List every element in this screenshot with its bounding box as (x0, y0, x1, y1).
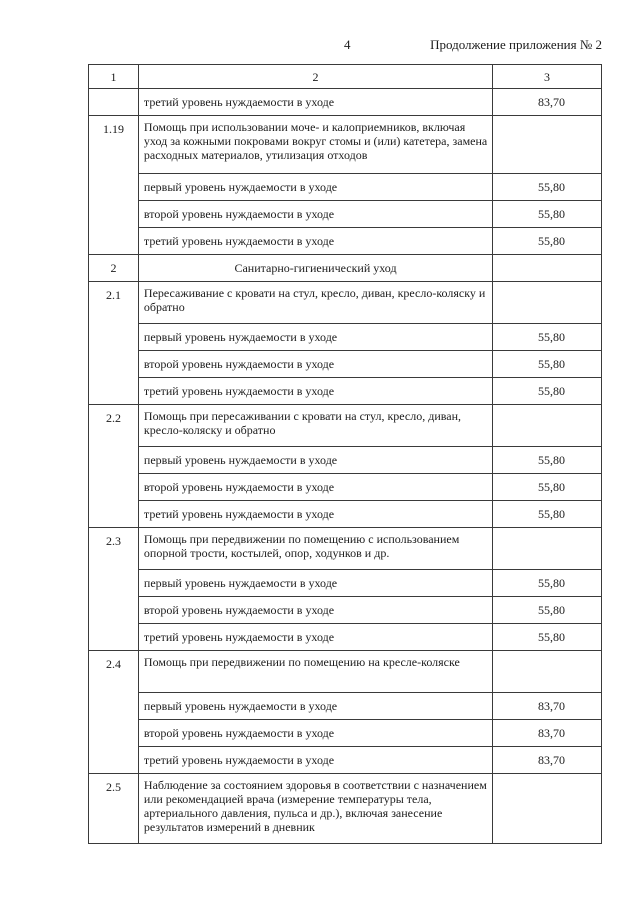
table-row (89, 501, 602, 528)
table-row (89, 528, 602, 570)
table-row (89, 89, 602, 116)
level-cell: третий уровень нуждаемости в уходе (138, 89, 492, 116)
column-number: 1 (89, 65, 139, 89)
price-cell: 55,80 (493, 624, 602, 651)
item-number: 2.4 (89, 651, 139, 774)
price-cell: 55,80 (493, 501, 602, 528)
column-number: 3 (493, 65, 602, 89)
level-cell: первый уровень нуждаемости в уходе (138, 570, 492, 597)
number-cell (89, 89, 139, 116)
item-description: Помощь при передвижении по помещению с использованием опорной трости, костылей, опор, ходунков и др. (138, 528, 492, 570)
level-cell: третий уровень нуждаемости в уходе (138, 747, 492, 774)
table-row (89, 324, 602, 351)
item-number: 2.3 (89, 528, 139, 651)
price-cell (493, 116, 602, 174)
level-cell: третий уровень нуждаемости в уходе (138, 501, 492, 528)
price-cell (493, 405, 602, 447)
level-cell: второй уровень нуждаемости в уходе (138, 597, 492, 624)
table-row (89, 720, 602, 747)
table-row (89, 774, 602, 844)
table-row (89, 597, 602, 624)
price-cell (493, 774, 602, 844)
section-number: 2 (89, 255, 139, 282)
price-cell: 55,80 (493, 378, 602, 405)
item-number: 2.5 (89, 774, 139, 844)
item-description: Помощь при пересаживании с кровати на стул, кресло, диван, кресло-коляску и обратно (138, 405, 492, 447)
price-cell (493, 651, 602, 693)
table-row (89, 651, 602, 693)
item-description: Помощь при передвижении по помещению на кресле-коляске (138, 651, 492, 693)
price-cell: 55,80 (493, 201, 602, 228)
level-cell: второй уровень нуждаемости в уходе (138, 351, 492, 378)
item-number: 2.1 (89, 282, 139, 405)
price-cell: 55,80 (493, 447, 602, 474)
price-cell: 55,80 (493, 597, 602, 624)
level-cell: третий уровень нуждаемости в уходе (138, 378, 492, 405)
table-row (89, 474, 602, 501)
section-row (89, 255, 602, 282)
item-description: Наблюдение за состоянием здоровья в соответствии с назначением или рекомендацией врача (измерение температуры тела, артериального давления, пульса и др.), включая занесение результатов измерений в дневник (138, 774, 492, 844)
table-row (89, 570, 602, 597)
page-number: 4 (344, 37, 351, 52)
price-cell: 83,70 (493, 720, 602, 747)
tariff-table (88, 64, 602, 844)
level-cell: второй уровень нуждаемости в уходе (138, 201, 492, 228)
table-row (89, 201, 602, 228)
price-cell: 83,70 (493, 693, 602, 720)
price-cell: 55,80 (493, 228, 602, 255)
price-cell (493, 255, 602, 282)
level-cell: первый уровень нуждаемости в уходе (138, 693, 492, 720)
level-cell: второй уровень нуждаемости в уходе (138, 474, 492, 501)
column-numbers-row (89, 65, 602, 89)
item-description: Помощь при использовании моче- и калоприемников, включая уход за кожными покровами вокруг стомы и (или) катетера, замена расходных материалов, утилизация отходов (138, 116, 492, 174)
item-number: 1.19 (89, 116, 139, 255)
table-row (89, 378, 602, 405)
table-row (89, 624, 602, 651)
continuation-heading: Продолжение приложения № 2 (430, 37, 602, 52)
table-row (89, 228, 602, 255)
table-row (89, 405, 602, 447)
table-row (89, 693, 602, 720)
table-row (89, 351, 602, 378)
level-cell: третий уровень нуждаемости в уходе (138, 228, 492, 255)
item-description: Пересаживание с кровати на стул, кресло, диван, кресло-коляску и обратно (138, 282, 492, 324)
level-cell: третий уровень нуждаемости в уходе (138, 624, 492, 651)
item-number: 2.2 (89, 405, 139, 528)
price-cell: 55,80 (493, 351, 602, 378)
level-cell: второй уровень нуждаемости в уходе (138, 720, 492, 747)
table-row (89, 747, 602, 774)
price-cell: 55,80 (493, 174, 602, 201)
table-row (89, 174, 602, 201)
level-cell: первый уровень нуждаемости в уходе (138, 447, 492, 474)
column-number: 2 (138, 65, 492, 89)
table-row (89, 116, 602, 174)
table-row (89, 282, 602, 324)
table-row (89, 447, 602, 474)
price-cell: 83,70 (493, 89, 602, 116)
price-cell (493, 282, 602, 324)
price-cell: 83,70 (493, 747, 602, 774)
price-cell: 55,80 (493, 474, 602, 501)
section-title: Санитарно-гигиенический уход (138, 255, 492, 282)
price-cell: 55,80 (493, 570, 602, 597)
level-cell: первый уровень нуждаемости в уходе (138, 324, 492, 351)
price-cell: 55,80 (493, 324, 602, 351)
price-cell (493, 528, 602, 570)
level-cell: первый уровень нуждаемости в уходе (138, 174, 492, 201)
